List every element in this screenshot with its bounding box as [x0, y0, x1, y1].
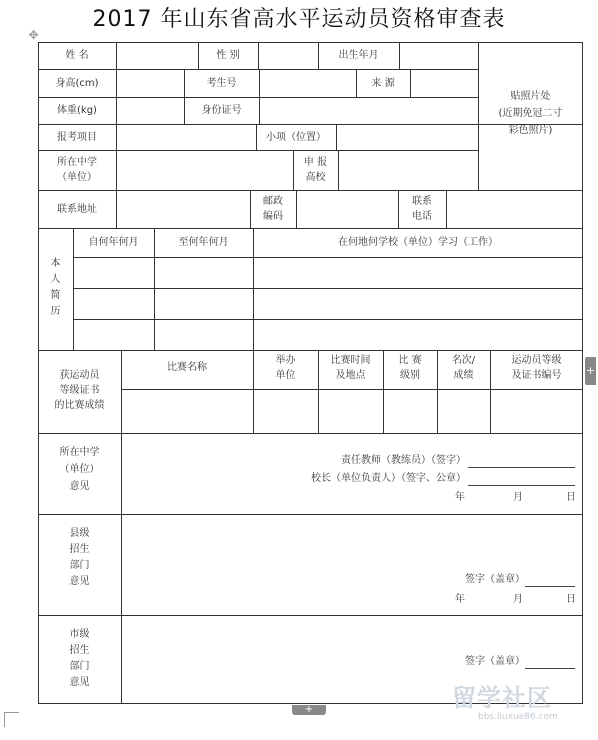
label-cert-no: 运动员等级 及证书编号 [511, 355, 562, 381]
label-year-2: 年 [455, 594, 465, 605]
label-id-no: 身份证号 [201, 105, 242, 116]
label-height: 身高(cm) [55, 78, 99, 89]
label-month-2: 月 [513, 594, 523, 605]
label-principal-sign: 校长（单位负责人）（签字、公章） [311, 473, 466, 484]
label-where: 在何地何学校（单位）学习（工作） [338, 237, 498, 248]
label-address: 联系地址 [57, 204, 97, 215]
label-sub-event: 小项（位置） [266, 132, 326, 143]
table-move-handle-icon[interactable]: ✥ [28, 28, 39, 42]
label-apply-school: 申 报 高校 [303, 157, 328, 183]
label-teacher-sign: 责任教师（教练员）（签字） [341, 455, 466, 466]
page-corner-mark [4, 712, 19, 727]
label-cert-results: 获运动员 等级证书 的比赛成绩 [54, 370, 105, 411]
label-day-2: 日 [566, 594, 576, 605]
label-level: 比 赛 级别 [398, 355, 422, 381]
label-school-unit: 所在中学 （单位） [57, 157, 97, 183]
label-event: 报考项目 [57, 132, 97, 143]
label-city-seal-sign: 签字（盖章） [465, 656, 525, 667]
form-table [38, 42, 583, 704]
label-phone: 联系 电话 [412, 196, 432, 222]
label-source: 来 源 [371, 78, 395, 89]
label-time-place: 比赛时间 及地点 [330, 355, 371, 381]
label-school-opinion: 所在中学 （单位） 意见 [59, 447, 100, 492]
label-year-1: 年 [455, 492, 465, 503]
label-to-date: 至何年何月 [178, 237, 229, 248]
label-resume: 本 人 简 历 [50, 258, 61, 317]
label-day-1: 日 [566, 492, 576, 503]
label-from-date: 自何年何月 [88, 237, 139, 248]
label-rank: 名次/ 成绩 [451, 355, 476, 381]
label-comp-name: 比赛名称 [167, 362, 207, 373]
label-exam-no: 考生号 [206, 78, 237, 89]
label-birth: 出生年月 [338, 50, 379, 61]
label-county-opinion: 县级 招生 部门 意见 [69, 528, 90, 587]
label-month-1: 月 [513, 492, 523, 503]
label-name: 姓 名 [65, 50, 89, 61]
watermark-url: bbs.liuxue86.com [478, 712, 558, 722]
label-gender: 性 别 [216, 50, 240, 61]
label-county-seal-sign: 签字（盖章） [465, 574, 525, 585]
label-weight: 体重(kg) [57, 105, 97, 116]
page-title: 2017 年山东省高水平运动员资格审查表 [92, 7, 506, 32]
watermark-logo: 留学社区 [452, 684, 552, 712]
label-city-opinion: 市级 招生 部门 意见 [69, 629, 90, 688]
label-postcode: 邮政 编码 [263, 196, 283, 222]
label-photo-area: 贴照片处 (近期免冠二寸 彩色照片) [498, 91, 563, 136]
table-expand-bottom-icon[interactable]: + [292, 705, 326, 715]
table-expand-right-icon[interactable]: + [585, 357, 596, 385]
label-organizer: 举办 单位 [275, 355, 296, 381]
